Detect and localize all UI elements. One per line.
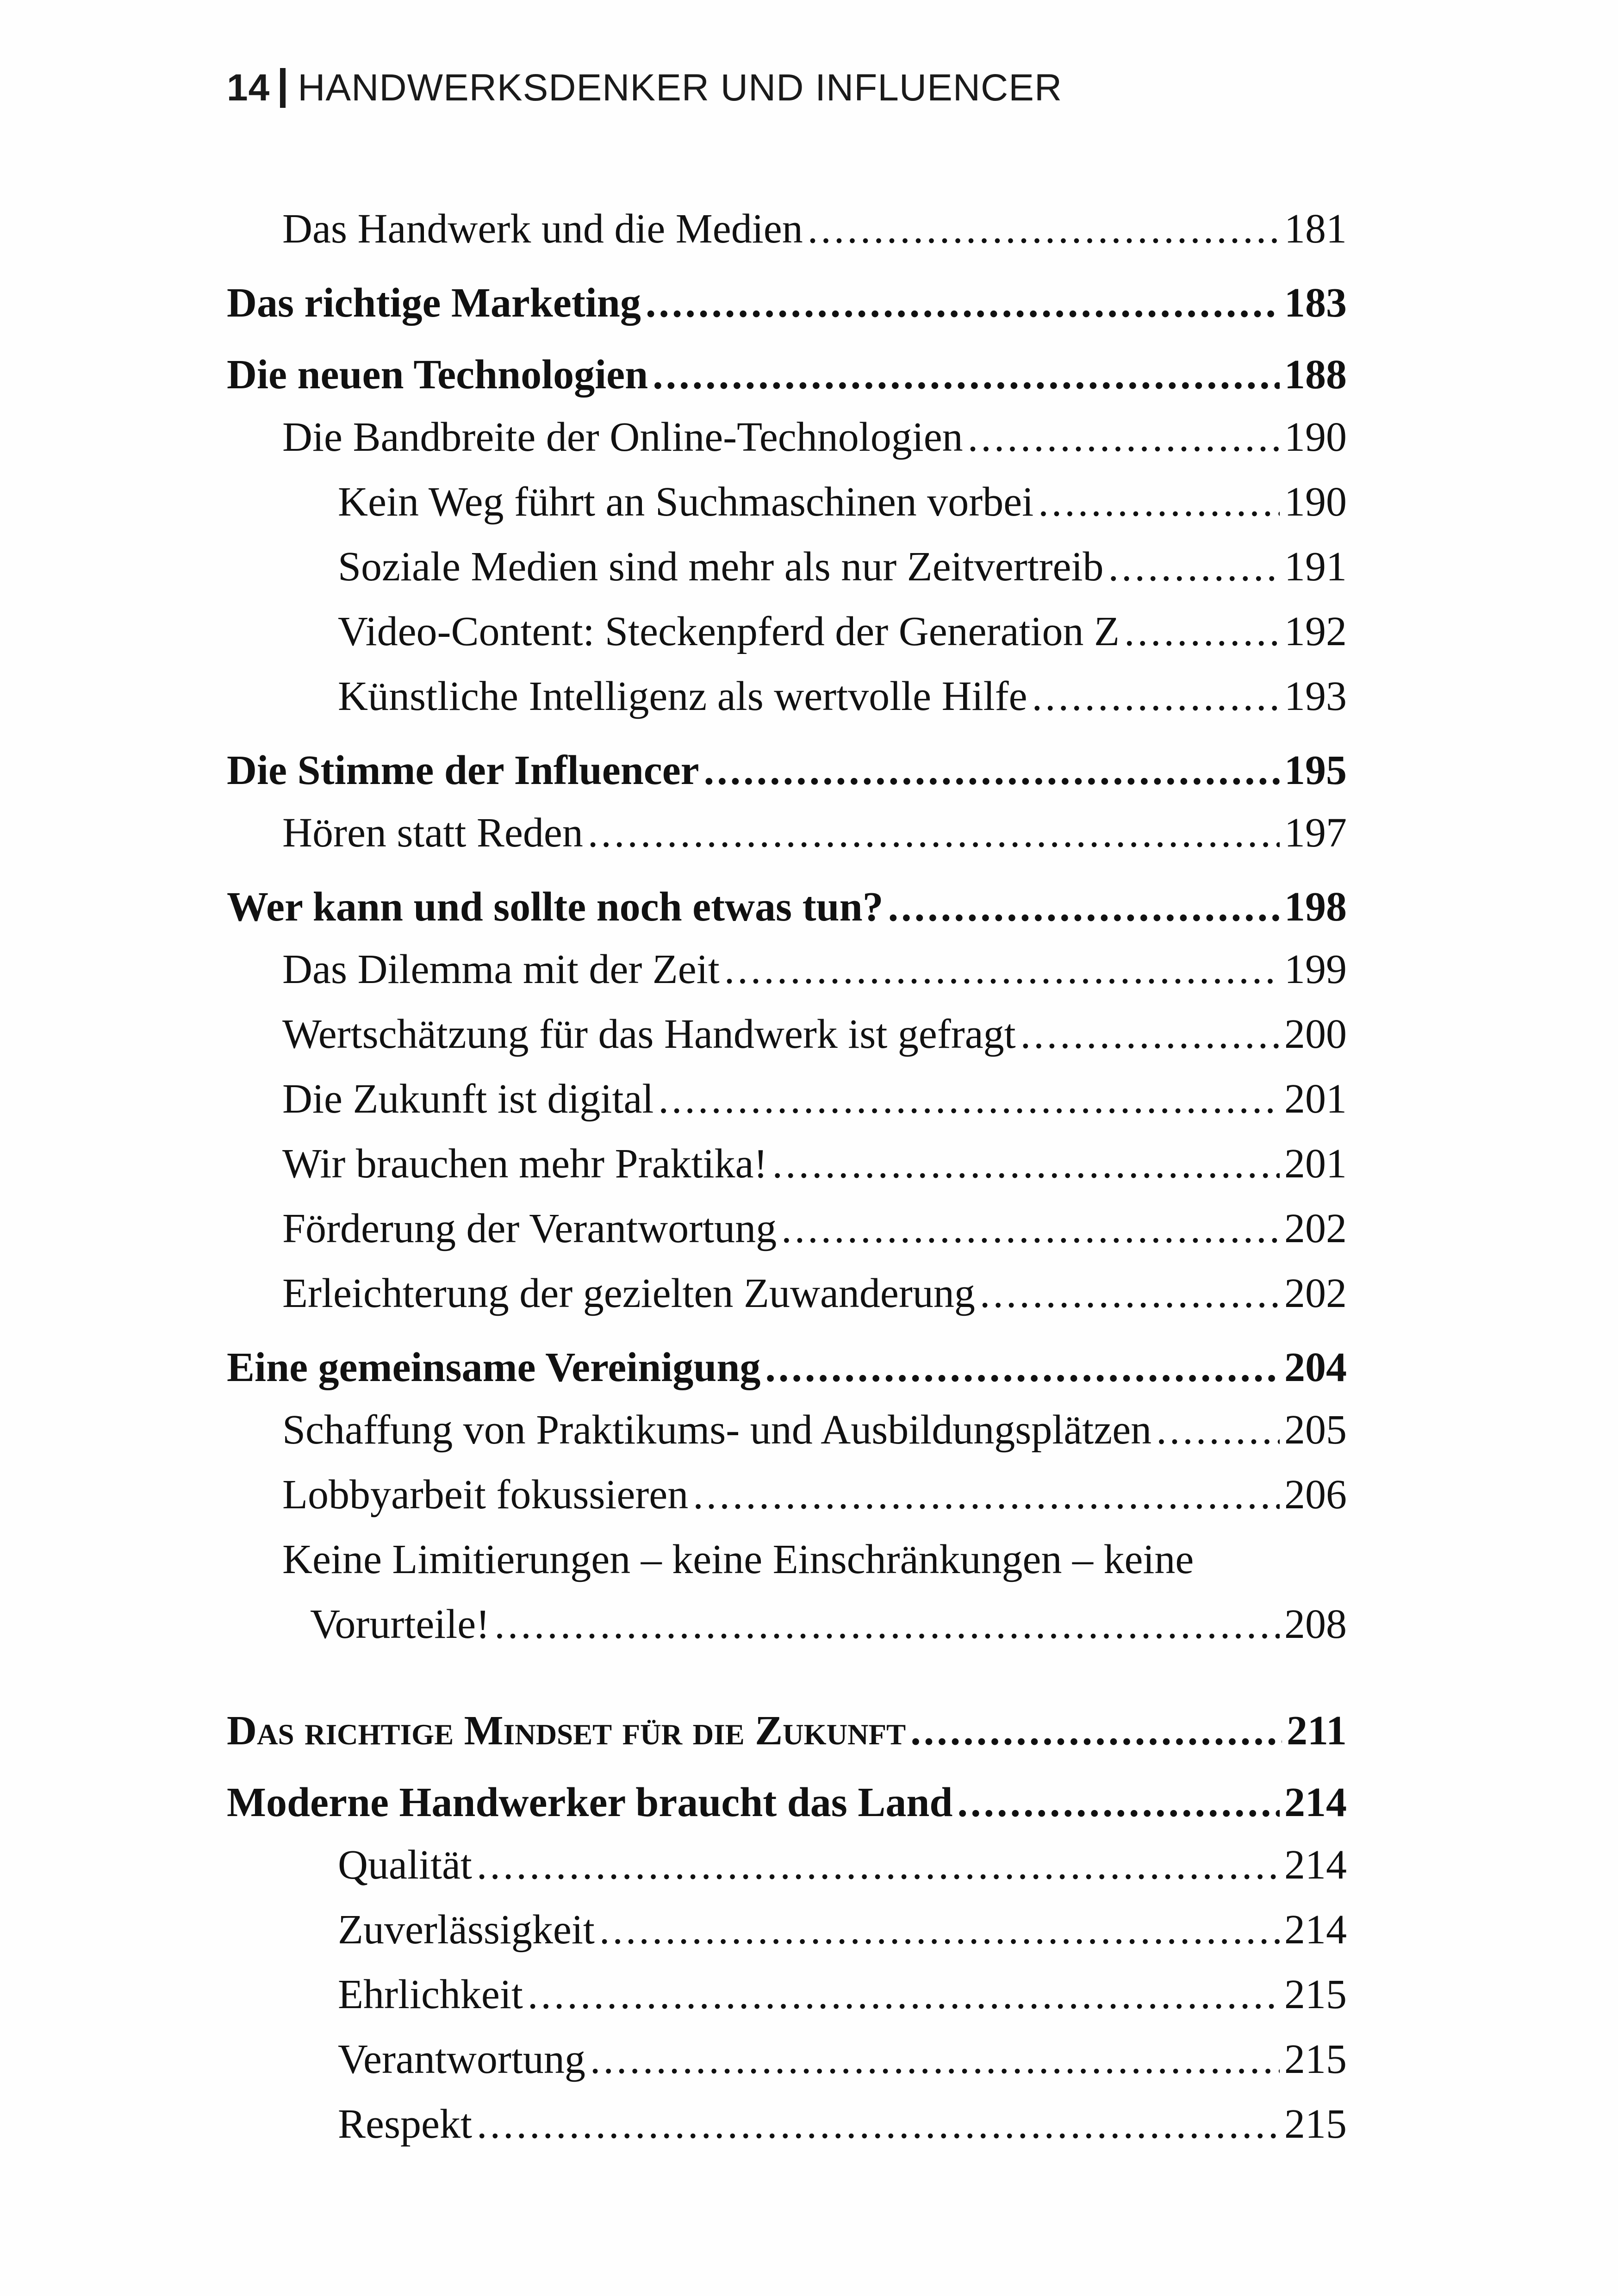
toc-entry-page: 198 <box>1284 884 1347 930</box>
toc-entry-title: Verantwortung <box>338 2036 585 2082</box>
dot-leader <box>910 1710 1282 1752</box>
toc-entry-page: 201 <box>1284 1141 1347 1187</box>
toc-entry-title: Die neuen Technologien <box>227 352 648 398</box>
dot-leader <box>653 354 1280 396</box>
toc-entry-title: Lobbyarbeit fokussieren <box>282 1472 689 1518</box>
dot-leader <box>1124 611 1280 653</box>
toc-entry-page: 192 <box>1284 609 1347 654</box>
toc-entry <box>227 1386 1347 1451</box>
toc-entry-title: Das Handwerk und die Medien <box>282 206 803 252</box>
dot-leader <box>646 282 1280 324</box>
toc-entry-first-line <box>282 1516 1347 1580</box>
toc-entry <box>227 1250 1347 1314</box>
toc-entry-title: Hören statt Reden <box>282 810 583 856</box>
toc-entry <box>227 1120 1347 1185</box>
toc-entry-page: 215 <box>1284 2036 1347 2082</box>
dot-leader <box>1108 546 1280 588</box>
dot-leader <box>704 750 1280 791</box>
toc-entry-page: 181 <box>1284 206 1347 252</box>
dot-leader <box>599 1909 1280 1951</box>
dot-leader <box>1038 481 1280 523</box>
dot-leader <box>477 1844 1280 1886</box>
toc-entry-title: Wer kann und sollte noch etwas tun? <box>227 884 884 930</box>
dot-leader <box>528 1974 1280 2016</box>
dot-leader <box>765 1347 1280 1388</box>
toc-entry <box>227 1185 1347 1250</box>
dot-leader <box>693 1474 1280 1516</box>
dot-leader <box>772 1143 1280 1185</box>
toc-entry-title: Das Dilemma mit der Zeit <box>282 946 720 992</box>
toc-entry-title: Die Bandbreite der Online-Technologien <box>282 414 963 460</box>
dot-leader <box>957 1782 1280 1823</box>
toc-entry-title-continuation: Vorurteile! <box>310 1601 490 1647</box>
toc-entry <box>227 990 1347 1055</box>
dot-leader <box>1021 1014 1280 1055</box>
toc-entry-page: 214 <box>1284 1907 1347 1953</box>
toc-entry-page: 188 <box>1284 352 1347 398</box>
toc-entry <box>227 393 1347 458</box>
toc-entry <box>227 1451 1347 1516</box>
toc-entry-title: Künstliche Intelligenz als wertvolle Hilfe <box>338 673 1027 719</box>
toc-entry-title: Kein Weg führt an Suchmaschinen vorbei <box>338 479 1034 525</box>
dot-leader <box>590 2039 1280 2080</box>
dot-leader <box>980 1273 1280 1314</box>
toc-entry <box>227 1055 1347 1120</box>
toc-entry <box>227 331 1347 396</box>
toc-entry-page: 193 <box>1284 673 1347 719</box>
dot-leader <box>1032 676 1280 717</box>
toc-entry <box>227 926 1347 990</box>
toc-entry-title: Keine Limitierungen – keine Einschränkungen – keine <box>282 1537 1194 1582</box>
toc-entry <box>227 1821 1347 1886</box>
toc-entry-page: 205 <box>1284 1407 1347 1453</box>
toc-entry-title: Förderung der Verantwortung <box>282 1206 777 1251</box>
dot-leader <box>588 812 1280 854</box>
toc-entry <box>227 588 1347 653</box>
toc-entry-title: Moderne Handwerker braucht das Land <box>227 1780 953 1825</box>
dot-leader <box>888 886 1280 928</box>
toc-entry <box>227 523 1347 588</box>
dot-leader <box>808 208 1280 250</box>
toc-entry-page: 214 <box>1284 1780 1347 1825</box>
toc-entry-page: 206 <box>1284 1472 1347 1518</box>
toc-entry <box>227 2016 1347 2080</box>
dot-leader <box>781 1208 1280 1250</box>
toc-entry-title: Das richtige Mindset für die Zukunft <box>227 1708 906 1754</box>
toc-entry <box>227 727 1347 791</box>
toc-entry <box>227 863 1347 928</box>
page-number: 14 <box>227 67 270 109</box>
toc-entry <box>227 1324 1347 1388</box>
toc-entry-title: Eine gemeinsame Vereinigung <box>227 1344 761 1390</box>
toc-entry-page: 204 <box>1284 1344 1347 1390</box>
toc-entry-page: 215 <box>1284 1972 1347 2017</box>
toc-entry-page: 214 <box>1284 1842 1347 1888</box>
toc-entry <box>227 185 1347 250</box>
toc-entry-title: Respekt <box>338 2101 472 2147</box>
toc-entry <box>227 1580 1347 1645</box>
toc-entry-page: 215 <box>1284 2101 1347 2147</box>
toc-entry-page: 190 <box>1284 479 1347 525</box>
toc-entry-page: 197 <box>1284 810 1347 856</box>
dot-leader <box>1156 1409 1280 1451</box>
toc-entry-title: Soziale Medien sind mehr als nur Zeitvertreib <box>338 544 1104 590</box>
running-head-title: HANDWERKSDENKER UND INFLUENCER <box>298 67 1063 109</box>
dot-leader <box>477 2103 1280 2145</box>
toc-entry-title: Qualität <box>338 1842 472 1888</box>
toc-entry-page: 200 <box>1284 1011 1347 1057</box>
dot-leader <box>968 417 1280 458</box>
toc-entry-title: Erleichterung der gezielten Zuwanderung <box>282 1270 975 1316</box>
toc-entry-page: 191 <box>1284 544 1347 590</box>
toc-entry <box>227 1886 1347 1951</box>
toc-part-entry <box>227 1687 1347 1752</box>
toc-entry-page: 190 <box>1284 414 1347 460</box>
toc-entry-page: 208 <box>1284 1601 1347 1647</box>
toc-entry-title: Das richtige Marketing <box>227 280 641 326</box>
toc-entry-title: Video-Content: Steckenpferd der Generation Z <box>338 609 1120 654</box>
dot-leader <box>494 1604 1280 1645</box>
dot-leader <box>724 949 1280 990</box>
dot-leader <box>658 1078 1280 1120</box>
toc-entry-page: 195 <box>1284 747 1347 793</box>
toc-entry-title: Zuverlässigkeit <box>338 1907 595 1953</box>
toc-entry-title: Die Stimme der Influencer <box>227 747 699 793</box>
toc-entry <box>227 458 1347 523</box>
toc-entry <box>227 653 1347 717</box>
toc-entry-page: 199 <box>1284 946 1347 992</box>
toc-entry-page: 211 <box>1286 1708 1347 1754</box>
toc-entry-page: 201 <box>1284 1076 1347 1122</box>
toc-entry <box>227 2080 1347 2145</box>
toc-entry-title: Schaffung von Praktikums- und Ausbildungsplätzen <box>282 1407 1152 1453</box>
toc-entry-page: 202 <box>1284 1270 1347 1316</box>
toc-entry <box>227 1951 1347 2016</box>
toc-entry-title: Die Zukunft ist digital <box>282 1076 654 1122</box>
toc-entry <box>227 789 1347 854</box>
toc-entry-title: Wir brauchen mehr Praktika! <box>282 1141 768 1187</box>
toc-entry-title: Wertschätzung für das Handwerk ist gefragt <box>282 1011 1016 1057</box>
toc-entry-title: Ehrlichkeit <box>338 1972 523 2017</box>
toc-entry-page: 202 <box>1284 1206 1347 1251</box>
toc-entry-page: 183 <box>1284 280 1347 326</box>
toc-entry <box>227 259 1347 324</box>
toc-entry <box>227 1759 1347 1823</box>
